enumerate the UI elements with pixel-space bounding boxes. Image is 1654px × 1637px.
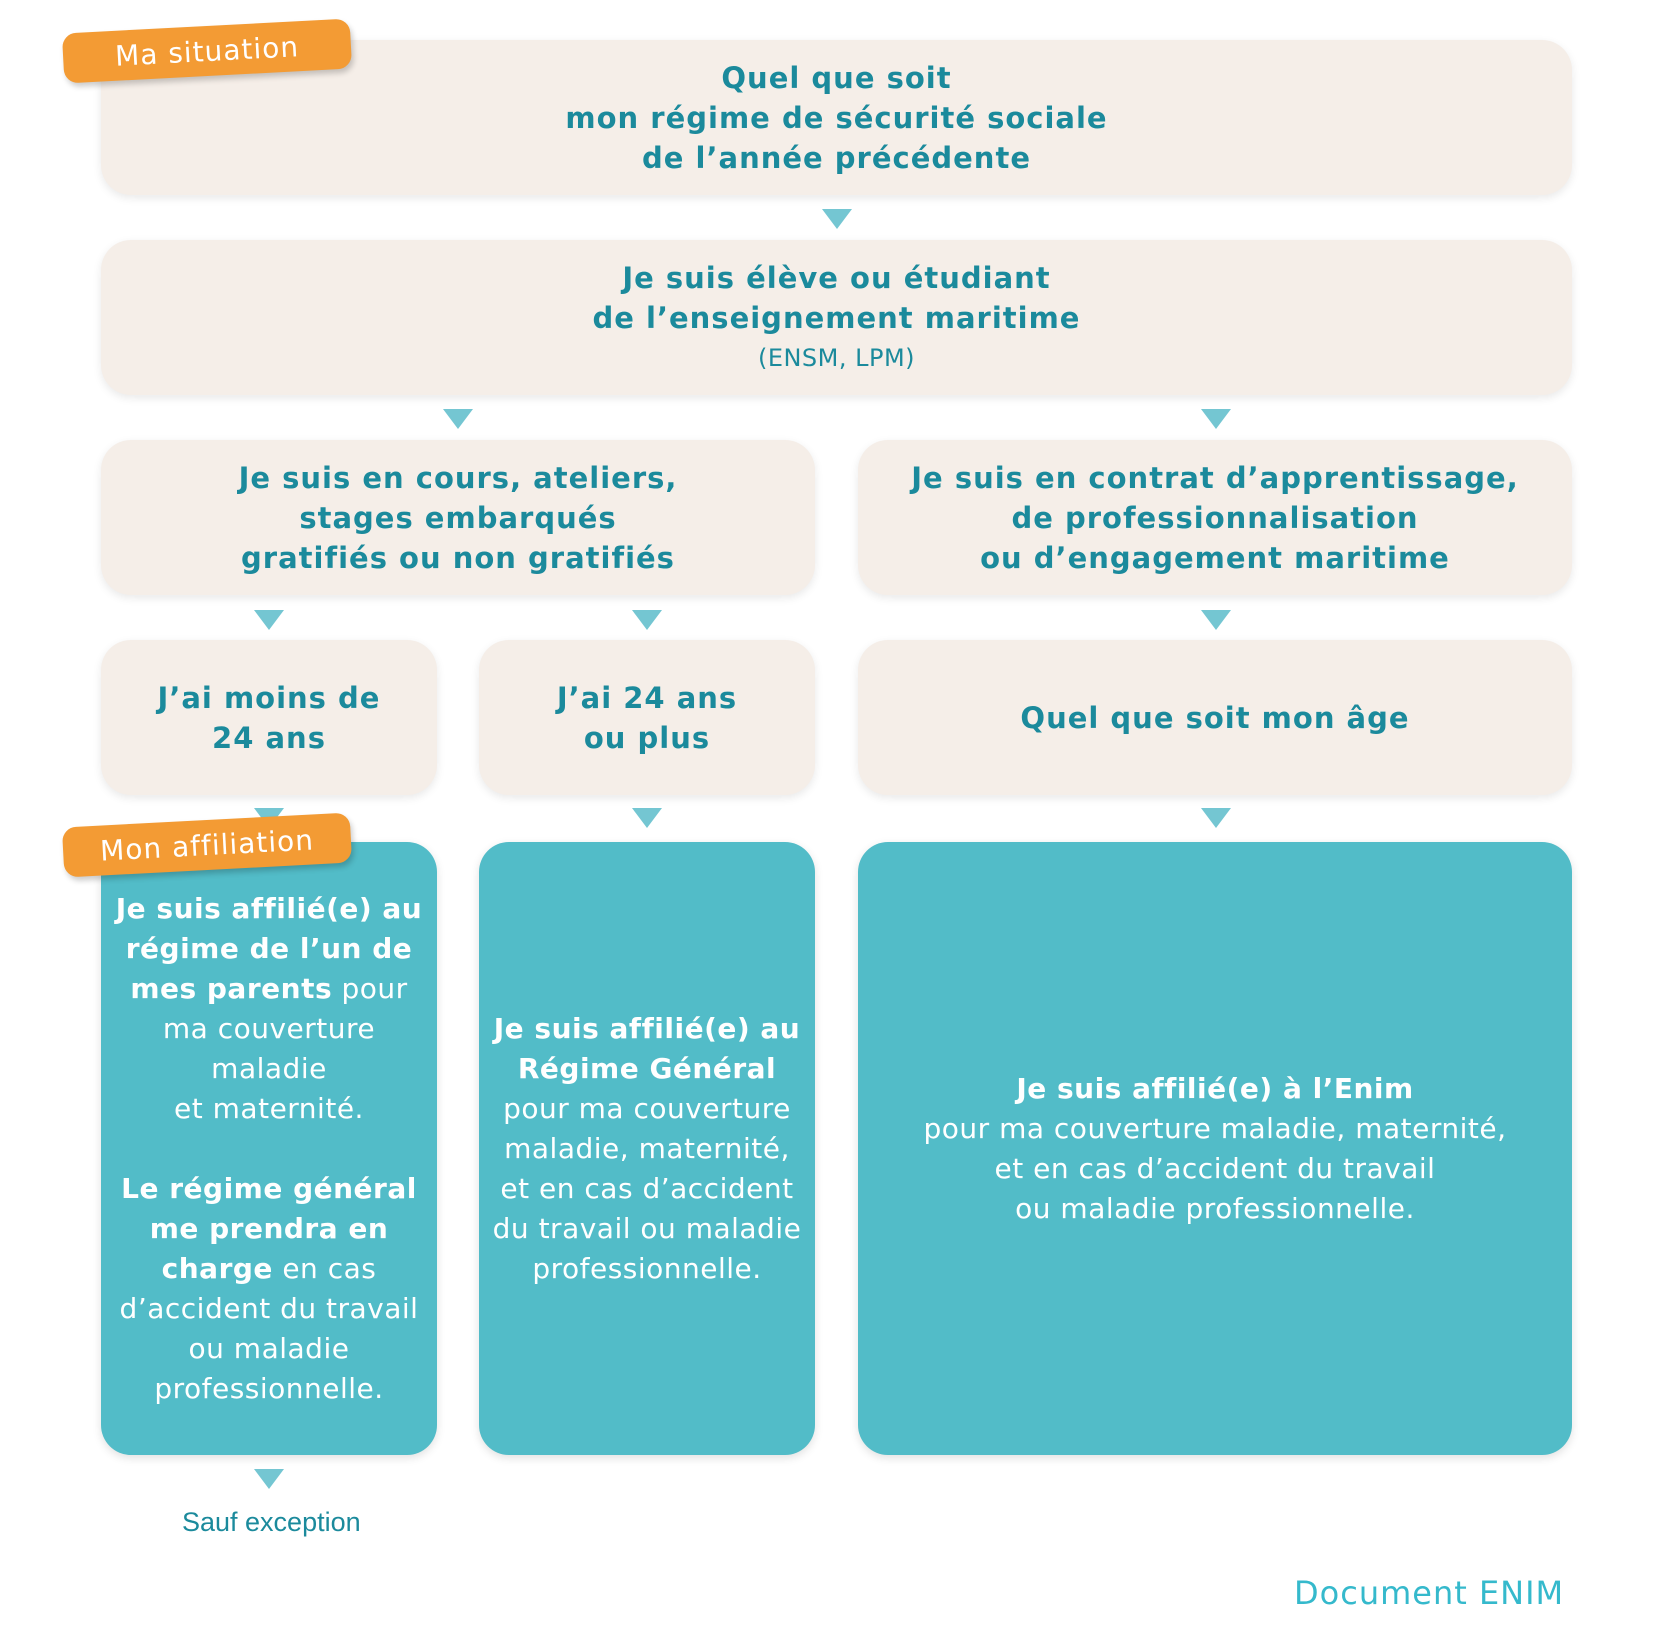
age-box-24-plus xyxy=(479,640,815,795)
aff1-p1-line-4: ma couverture xyxy=(162,1011,376,1045)
box1-line-2: mon régime de sécurité sociale xyxy=(565,100,1108,135)
aff1-p2-line-5: ou maladie xyxy=(188,1331,350,1365)
arrow-down-icon xyxy=(1201,610,1231,630)
aff1-p2-line-6: professionnelle. xyxy=(154,1371,384,1405)
aff2-line-3: et en cas d’accident xyxy=(500,1171,794,1205)
box3a-line-3: gratifiés ou non gratifiés xyxy=(241,540,675,575)
box3b-line-1: Je suis en contrat d’apprentissage, xyxy=(911,460,1519,495)
arrow-down-icon xyxy=(632,610,662,630)
arrow-down-icon xyxy=(254,1469,284,1489)
box4c-line-1: Quel que soit mon âge xyxy=(1020,700,1410,735)
aff1-p1-line-2: régime de l’un de xyxy=(125,931,413,965)
box2-line-1: Je suis élève ou étudiant xyxy=(622,260,1051,295)
aff2-line-5: professionnelle. xyxy=(532,1251,762,1285)
situation-box-etudiant xyxy=(101,240,1572,395)
aff3-line-1: pour ma couverture maladie, maternité, xyxy=(923,1111,1507,1145)
aff3-line-2: et en cas d’accident du travail xyxy=(994,1151,1436,1185)
box3b-line-2: de professionnalisation xyxy=(1011,500,1419,535)
aff1-p1-line-1: Je suis affilié(e) au xyxy=(115,891,423,925)
box4b-line-1: J’ai 24 ans xyxy=(556,680,738,715)
aff1-p2-line-4: d’accident du travail xyxy=(119,1291,419,1325)
aff2-bold-line-1: Je suis affilié(e) au xyxy=(493,1011,801,1045)
arrow-down-icon xyxy=(1201,409,1231,429)
situation-box-cours xyxy=(101,440,815,595)
aff2-line-2: maladie, maternité, xyxy=(504,1131,790,1165)
age-box-moins-24 xyxy=(101,640,437,795)
document-credit: Document ENIM xyxy=(1294,1574,1565,1612)
box3b-line-3: ou d’engagement maritime xyxy=(980,540,1450,575)
box3a-line-1: Je suis en cours, ateliers, xyxy=(238,460,678,495)
box1-line-1: Quel que soit xyxy=(721,60,952,95)
affiliation-box-parents xyxy=(101,842,437,1455)
aff1-p1-line-3: mes parents pour xyxy=(130,971,408,1005)
box4a-line-2: 24 ans xyxy=(212,720,326,755)
situation-box-contrat xyxy=(858,440,1572,595)
note-sauf-exception: Sauf exception xyxy=(182,1507,361,1537)
aff2-line-1: pour ma couverture xyxy=(503,1091,791,1125)
box1-line-3: de l’année précédente xyxy=(642,140,1031,175)
aff1-p2-line-3: charge en cas xyxy=(161,1251,377,1285)
aff3-bold-line-1: Je suis affilié(e) à l’Enim xyxy=(1016,1071,1414,1105)
box4a-line-1: J’ai moins de xyxy=(157,680,381,715)
box2-line-2: de l’enseignement maritime xyxy=(592,300,1081,335)
box3a-line-2: stages embarqués xyxy=(299,500,617,535)
tag-mon-affiliation: Mon affiliation xyxy=(62,812,352,877)
arrow-down-icon xyxy=(632,808,662,828)
arrow-down-icon xyxy=(822,209,852,229)
arrow-down-icon xyxy=(1201,808,1231,828)
affiliation-box-enim xyxy=(858,842,1572,1455)
aff1-p2-line-2: me prendra en xyxy=(149,1211,389,1245)
aff2-bold-line-2: Régime Général xyxy=(517,1051,777,1085)
box2-subtitle: (ENSM, LPM) xyxy=(757,343,916,372)
arrow-down-icon xyxy=(443,409,473,429)
aff1-p1-line-6: et maternité. xyxy=(174,1091,364,1125)
box4b-line-2: ou plus xyxy=(583,720,711,755)
arrow-down-icon xyxy=(254,610,284,630)
aff1-p2-line-1: Le régime général xyxy=(121,1171,417,1205)
age-box-quel-que-soit xyxy=(858,640,1572,795)
tag-ma-situation: Ma situation xyxy=(62,18,352,83)
affiliation-box-regime-general xyxy=(479,842,815,1455)
aff3-line-3: ou maladie professionnelle. xyxy=(1015,1191,1415,1225)
aff1-p1-line-5: maladie xyxy=(211,1051,327,1085)
aff2-line-4: du travail ou maladie xyxy=(492,1211,802,1245)
